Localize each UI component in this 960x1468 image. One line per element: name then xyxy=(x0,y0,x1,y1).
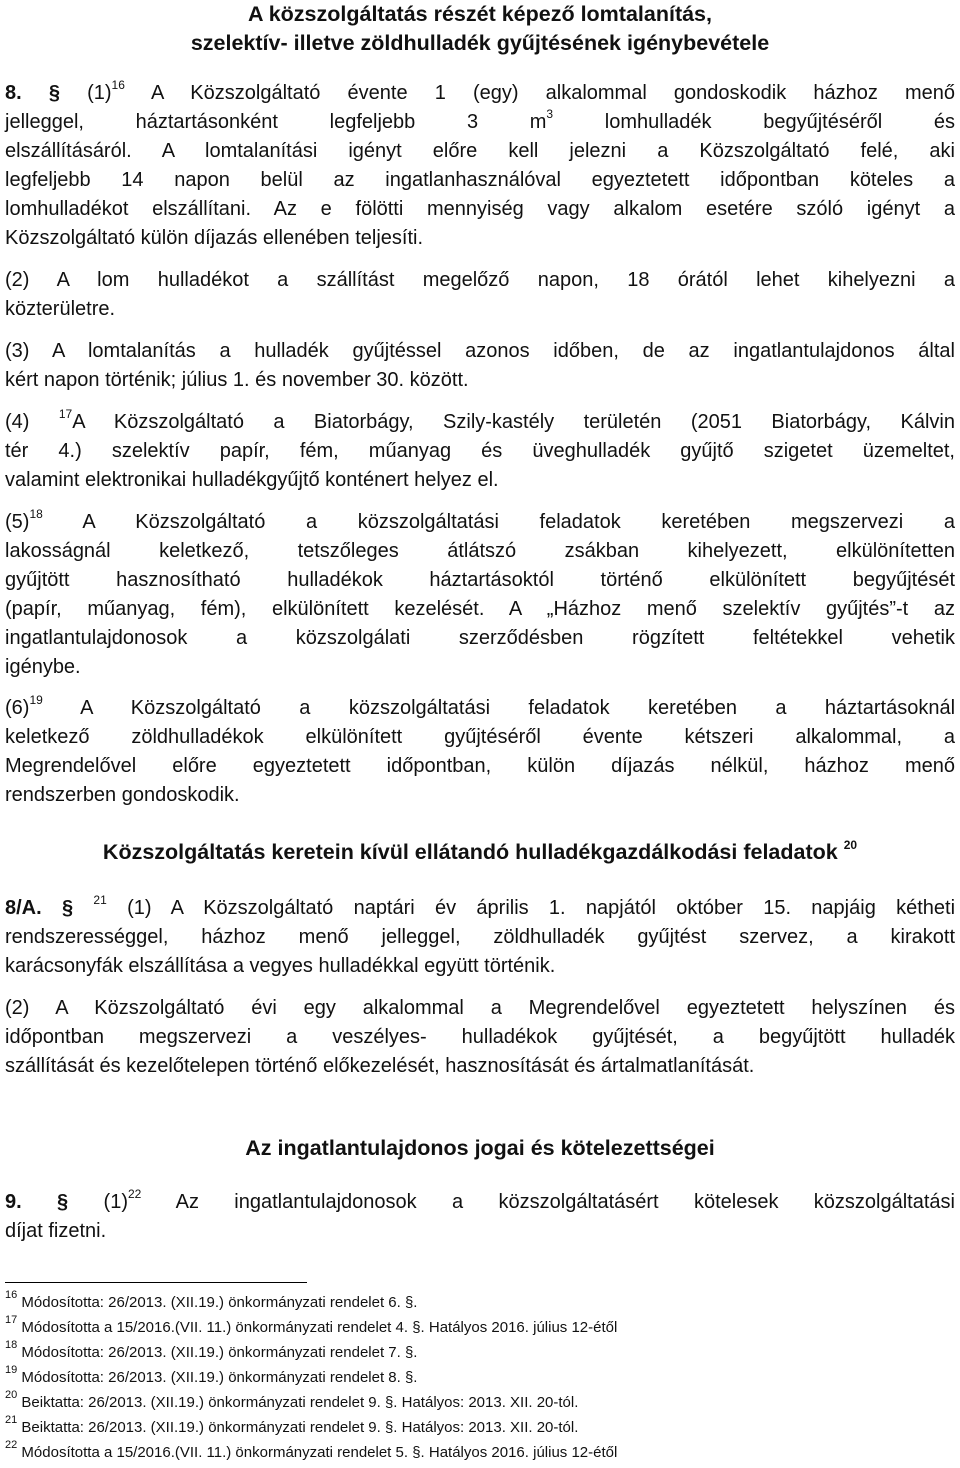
footnote-ref[interactable]: 22 xyxy=(127,1187,142,1202)
section-title-line2: szelektív- illetve zöldhulladék gyűjtésének igénybevétele xyxy=(190,31,770,55)
paragraph-6-line: keletkező zöldhulladékok elkülönített gyűjtéséről évente kétszeri alkalommal, a xyxy=(5,726,955,748)
paragraph-3-line: kért napon történik; július 1. és november 30. között. xyxy=(5,369,469,391)
footnote: $^{20}$ Beiktatta: 26/2013. (XII.19.) önkormányzati rendelet 9. §. Hatályos: 2013. XII. 20-tól. xyxy=(5,1389,579,1411)
paragraph-4-line: valamint elektronikai hulladékgyűjtő konténert helyez el. xyxy=(5,469,499,491)
paragraph-5-line: ingatlantulajdonosok a közszolgálati szerződésben rögzített feltétekkel vehetik xyxy=(5,627,955,649)
paragraph-8a-line: karácsonyfák elszállítása a vegyes hulladékkal együtt történik. xyxy=(5,955,556,977)
footnote: $^{18}$ Módosította: 26/2013. (XII.19.) önkormányzati rendelet 7. §. xyxy=(5,1339,418,1361)
paragraph-4-line: (4) $^{17}$A Közszolgáltató a Biatorbágy, Szily-kastély területén (2051 Biatorbágy, Kálvin xyxy=(5,407,955,433)
paragraph-8-line: elszállításáról. A lomtalanítási igényt előre kell jelezni a Közszolgáltató felé, aki xyxy=(5,140,955,162)
section-sign: § xyxy=(61,897,74,919)
paragraph-number: 8. xyxy=(5,82,22,104)
paragraph-8a-2-line: időpontban megszervezi a veszélyes- hulladékok gyűjtését, a begyűjtött hulladék xyxy=(5,1026,955,1048)
paragraph-8-line: 8. § $(1)^{16}$ A Közszolgáltató évente 1 (egy) alkalommal gondoskodik házhoz menő xyxy=(5,78,956,104)
paragraph-5-line: $(5)^{18}$ A Közszolgáltató a közszolgáltatási feladatok keretében megszervezi a xyxy=(5,507,955,533)
paragraph-5-line: (papír, műanyag, fém), elkülönített kezelését. A „Házhoz menő szelektív gyűjtés”-t az xyxy=(5,598,955,620)
footnote-ref[interactable]: 18 xyxy=(29,507,43,522)
section-sign: § xyxy=(48,82,60,104)
paragraph-8a-2-line: (2) A Közszolgáltató évi egy alkalommal a Megrendelővel egyeztetett helyszínen és xyxy=(5,997,955,1019)
section-title-line1: A közszolgáltatás részét képező lomtalanítás, xyxy=(248,2,712,26)
footnote-ref[interactable]: 19 xyxy=(29,693,43,708)
paragraph-8a-line: 8/A. § $^{21}$ (1) A Közszolgáltató naptári év április 1. napjától október 15. napjáig kétheti xyxy=(5,893,956,919)
paragraph-8a-2-line: szállítását és kezelőtelepen történő előkezelését, hasznosítását és ártalmatlanítását. xyxy=(5,1055,755,1077)
paragraph-6-line: Megrendelővel előre egyeztetett időpontban, külön díjazás nélkül, házhoz menő xyxy=(5,755,955,777)
paragraph-4-line: tér 4.) szelektív papír, fém, műanyag és üveghulladék gyűjtő szigetet üzemeltet, xyxy=(5,440,955,462)
paragraph-8-line: legfeljebb 14 napon belül az ingatlanhasználóval egyeztetett időpontban köteles a xyxy=(5,169,955,191)
section-title: Az ingatlantulajdonos jogai és kötelezettségei xyxy=(245,1136,715,1160)
paragraph-number: 9. xyxy=(5,1191,22,1213)
footnote-ref[interactable]: 20 xyxy=(843,837,858,852)
footnote: $^{17}$ Módosította a 15/2016.(VII. 11.) önkormányzati rendelet 4. §. Hatályos 2016. július 12-étől xyxy=(5,1314,618,1336)
footnote: $^{19}$ Módosította: 26/2013. (XII.19.) önkormányzati rendelet 8. §. xyxy=(5,1364,418,1386)
paragraph-6-line: $(6)^{19}$ A Közszolgáltató a közszolgáltatási feladatok keretében a háztartásoknál xyxy=(5,693,956,719)
footnote-divider xyxy=(5,1282,307,1283)
paragraph-8-line: lomhulladékot elszállítani. Az e fölötti mennyiség vagy alkalom esetére szóló igényt a xyxy=(5,198,955,220)
footnote: $^{22}$ Módosította a 15/2016.(VII. 11.) önkormányzati rendelet 5. §. Hatályos 2016. július 12-étől xyxy=(5,1439,618,1461)
paragraph-8-line: Közszolgáltató külön díjazás ellenében teljesíti. xyxy=(5,227,424,249)
superscript: 3 xyxy=(546,107,554,122)
paragraph-3-line: (3) A lomtalanítás a hulladék gyűjtéssel azonos időben, de az ingatlantulajdonos által xyxy=(5,340,955,362)
paragraph-5-line: gyűjtött hasznosítható hulladékok háztartásoktól történő elkülönített begyűjtését xyxy=(5,569,955,591)
footnote-ref[interactable]: 17 xyxy=(58,407,73,422)
footnote: $^{21}$ Beiktatta: 26/2013. (XII.19.) önkormányzati rendelet 9. §. Hatályos: 2013. XII. 20-tól. xyxy=(5,1414,579,1436)
section-title: Közszolgáltatás keretein kívül ellátandó hulladékgazdálkodási feladatok $^{20}$ xyxy=(102,837,858,864)
paragraph-9-line: 9. § $(1)^{22}$ Az ingatlantulajdonosok a közszolgáltatásért kötelesek közszolgáltatási xyxy=(5,1187,955,1213)
paragraph-2-line: közterületre. xyxy=(5,298,116,320)
paragraph-8a-line: rendszerességgel, házhoz menő jelleggel, zöldhulladék gyűjtést szervez, a kirakott xyxy=(5,926,955,948)
footnote: $^{16}$ Módosította: 26/2013. (XII.19.) önkormányzati rendelet 6. §. xyxy=(5,1289,418,1311)
paragraph-5-line: lakosságnál keletkező, tetszőleges átlátszó zsákban kihelyezett, elkülönítetten xyxy=(5,540,955,562)
paragraph-8-line: jelleggel, háztartásonként legfeljebb 3 $m^3$ lomhulladék begyűjtéséről és xyxy=(5,107,955,133)
footnote-ref[interactable]: 16 xyxy=(111,78,125,93)
paragraph-2-line: (2) A lom hulladékot a szállítást megelőző napon, 18 órától lehet kihelyezni a xyxy=(5,269,955,291)
paragraph-6-line: rendszerben gondoskodik. xyxy=(5,784,240,806)
section-sign: § xyxy=(57,1191,69,1213)
paragraph-number: 8/A. xyxy=(5,897,42,919)
paragraph-5-line: igénybe. xyxy=(5,656,81,678)
paragraph-9-line: díjat fizetni. xyxy=(5,1220,107,1242)
footnote-ref[interactable]: 21 xyxy=(93,893,107,908)
